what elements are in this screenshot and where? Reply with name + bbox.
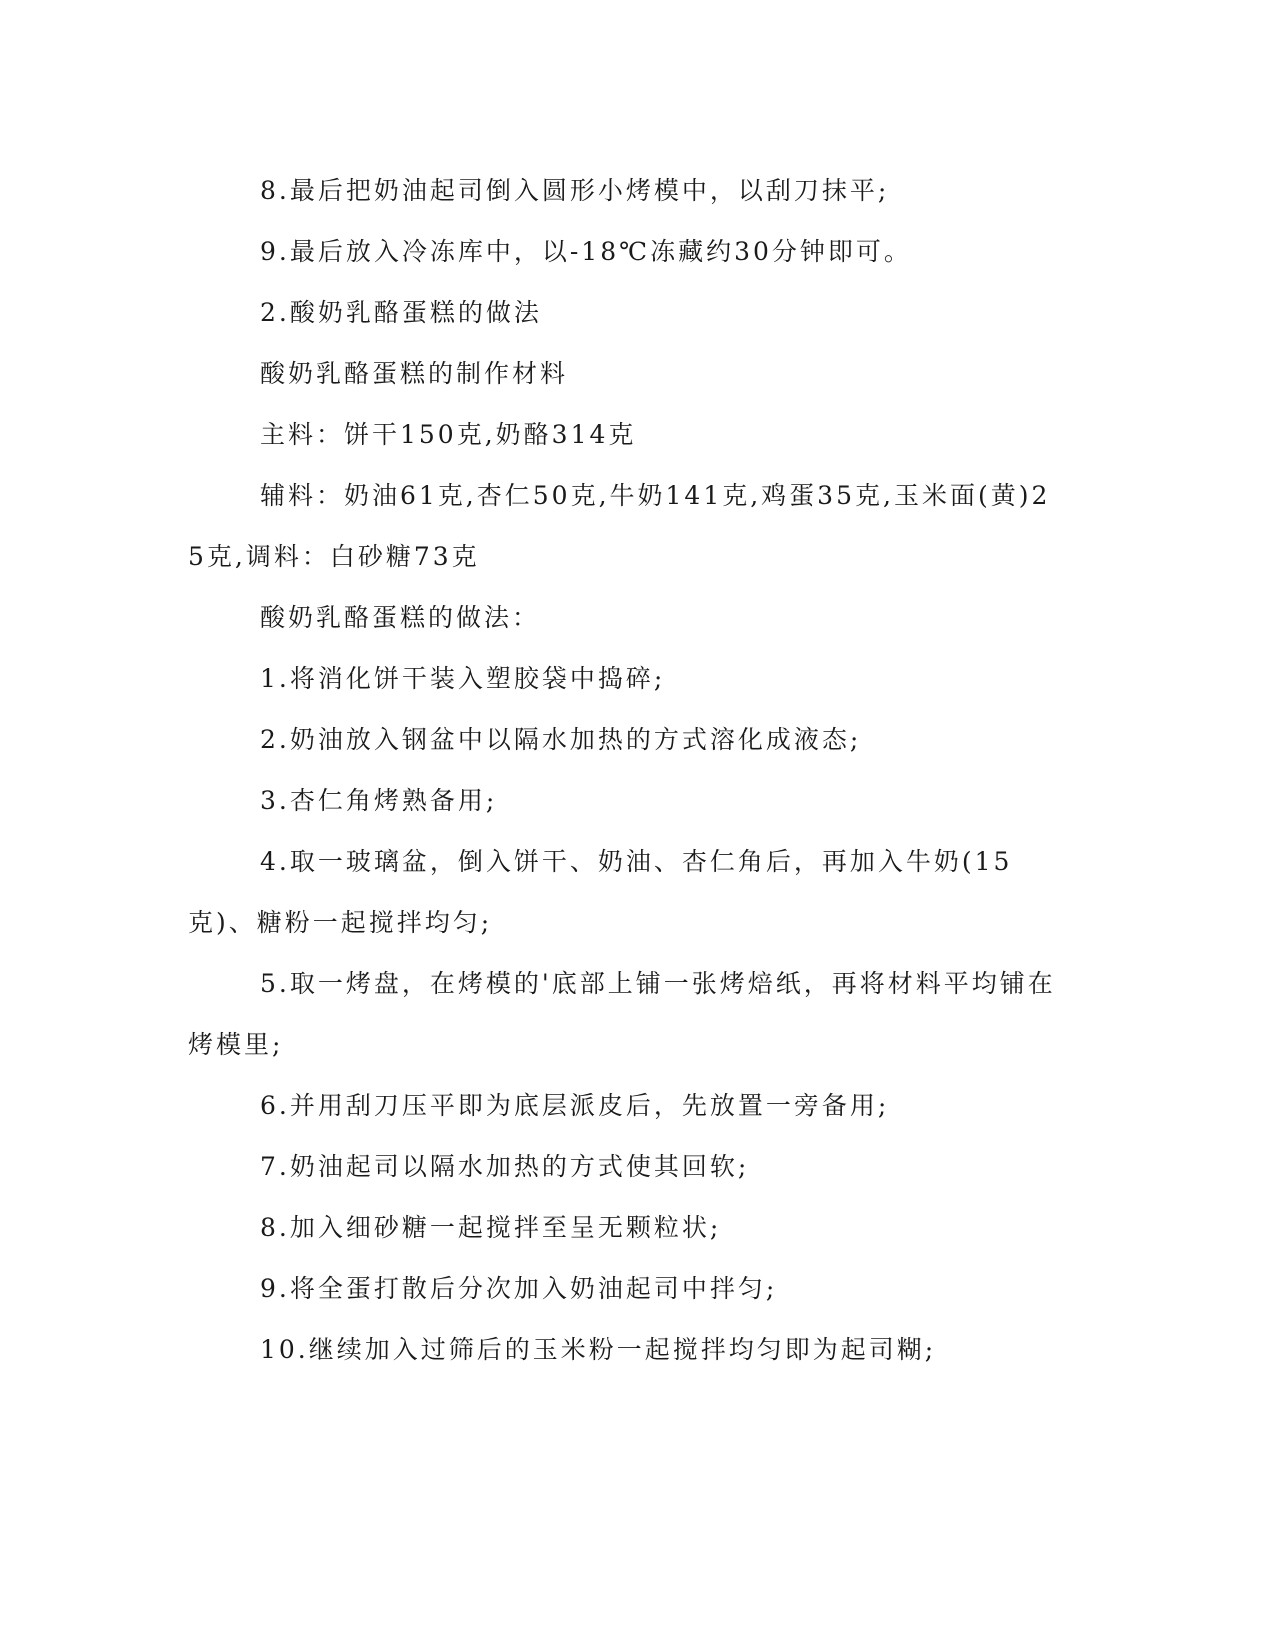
section-heading: 2.酸奶乳酪蛋糕的做法 — [260, 298, 542, 327]
main-ingredients: 主料：饼干150克,奶酪314克 — [260, 420, 637, 449]
materials-heading: 酸奶乳酪蛋糕的制作材料 — [260, 359, 569, 388]
auxiliary-ingredients: 辅料：奶油61克,杏仁50克,牛奶141克,鸡蛋35克,玉米面(黄)25克,调料：白砂糖73克 — [188, 481, 1051, 571]
document-body — [188, 160, 1068, 1380]
paragraph-step-10: 10.继续加入过筛后的玉米粉一起搅拌均匀即为起司糊; — [260, 1335, 937, 1364]
paragraph-step-1: 1.将消化饼干装入塑胶袋中捣碎; — [260, 664, 666, 693]
paragraph-step-5: 5.取一烤盘，在烤模的'底部上铺一张烤焙纸，再将材料平均铺在烤模里; — [188, 969, 1056, 1059]
paragraph-step-6: 6.并用刮刀压平即为底层派皮后，先放置一旁备用; — [260, 1091, 890, 1120]
paragraph-step-2: 2.奶油放入钢盆中以隔水加热的方式溶化成液态; — [260, 725, 862, 754]
paragraph-step-8-pour: 8.最后把奶油起司倒入圆形小烤模中，以刮刀抹平; — [260, 176, 890, 205]
paragraph-step-8: 8.加入细砂糖一起搅拌至呈无颗粒状; — [260, 1213, 722, 1242]
method-heading: 酸奶乳酪蛋糕的做法： — [260, 603, 541, 632]
paragraph-step-7: 7.奶油起司以隔水加热的方式使其回软; — [260, 1152, 750, 1181]
paragraph-step-3: 3.杏仁角烤熟备用; — [260, 786, 498, 815]
paragraph-step-9: 9.将全蛋打散后分次加入奶油起司中拌匀; — [260, 1274, 778, 1303]
paragraph-step-4: 4.取一玻璃盆，倒入饼干、奶油、杏仁角后，再加入牛奶(15克)、糖粉一起搅拌均匀; — [188, 847, 1013, 937]
paragraph-step-9-freeze: 9.最后放入冷冻库中，以-18℃冻藏约30分钟即可。 — [260, 237, 912, 266]
